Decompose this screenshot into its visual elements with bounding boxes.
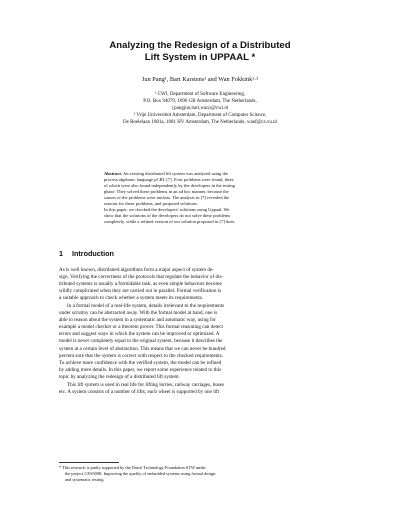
paper-title [60,40,340,64]
abstract-line: reasons for these problems, and proposed solutions. [104,201,198,207]
footnote-line: and systematic testing. [65,477,105,483]
body-line: example a model checker or a theorem prover. This formal reasoning can detect [59,324,223,331]
body-line: by adding more details. In this paper, we report some experience related to this [59,366,222,373]
body-line: In a formal model of a real-life system, details irrelevant to the requirements [67,302,225,309]
abstract-line: causes of the problems were unclear. The analysis in [7] revealed the [104,195,230,201]
abstract-line: In this paper, we checked the developers' solutions using Uppaal. We [104,207,230,213]
affiliation-line: P.O. Box 94079, 1090 GB Amsterdam, The Netherlands, [143,98,257,104]
abstract-line: completely, while a refined version of our solution proposed in [7] does. [104,219,236,225]
body-line: etc. A system consists of a number of lifts; each wheel is supported by one lift [59,388,220,395]
title-line-2: Lift System in UPPAAL * [144,52,256,63]
abstract-label: Abstract. [104,171,123,176]
affiliations [40,92,360,127]
footnote-line: * This research is partly supported by the Dutch Technology Foundation STW under [59,465,206,470]
body-line: sign. Verifying the correctness of the protocols that regulate the behavior of dis- [59,274,224,281]
body-text [59,267,344,396]
body-line: To achieve more confidence with the verified system, the model can be refined [59,359,222,366]
section-title: Introduction [72,249,114,258]
footnote-rule [59,462,119,463]
abstract-line: phase. They solved these problems in an ad hoc manner, because the [104,189,229,195]
abstract-line: of which were also found independently by the developers in the testing [104,183,235,189]
affiliation-line: De Boelelaan 1081a, 1081 HV Amsterdam, The Netherlands, wanf@cs.vu.nl [123,119,277,125]
body-line: As is well known, distributed algorithms form a major aspect of system de- [59,267,214,273]
body-line: This lift system is used in real life for lifting lorries, railway carriages, buses [67,381,225,388]
body-line: able to reason about the system in a systematic and automatic way, using for [59,317,216,324]
body-line: a suitable approach to check whether a system meets its requirements. [59,295,204,302]
body-line: tributed systems is usually a formidable task, as even simple behaviors become [59,281,222,288]
abstract-text: An existing distributed lift system was analyzed using the [122,171,229,176]
title-line-1: Analyzing the Redesign of a Distributed [109,40,291,51]
body-line: percent sure that the system is correct with respect to the checked requirements. [59,352,224,359]
affiliation-line: ² Vrije Universiteit Amsterdam, Department of Computer Science, [133,112,267,118]
footnote-line: the project CES5008: Improving the quality of embedded systems using formal design [65,471,216,477]
author-list: Jun Pang¹, Bart Karstens¹ and Wan Fokkink¹·² [141,76,259,83]
affiliation-line: ¹ CWI, Department of Software Engineering, [154,92,246,97]
body-line: system at a certain level of abstraction. This means that we can never be hundred [59,345,226,352]
section-heading [59,249,114,258]
body-line: wildly complicated when they are carried out in parallel. Formal verification is [59,288,222,295]
abstract [104,171,296,225]
affiliation-email: {pangjun,bart,wan}@cwi.nl [171,105,229,111]
body-line: under scrutiny can be abstracted away. With the formal model at hand, one is [59,310,218,317]
abstract-line: process algebraic language μCRL [7]. Four problems were found, three [104,177,234,183]
section-number: 1 [59,249,63,258]
body-line: topic by analyzing the redesign of a distributed lift system. [59,373,180,380]
abstract-line: show that the solutions of the developers do not solve these problems [104,213,231,219]
footnote [59,465,344,483]
body-line: model is never completely equal to the original system, because it describes the [59,338,223,345]
body-line: errors and suggest ways in which the system can be improved or optimized. A [59,331,220,338]
